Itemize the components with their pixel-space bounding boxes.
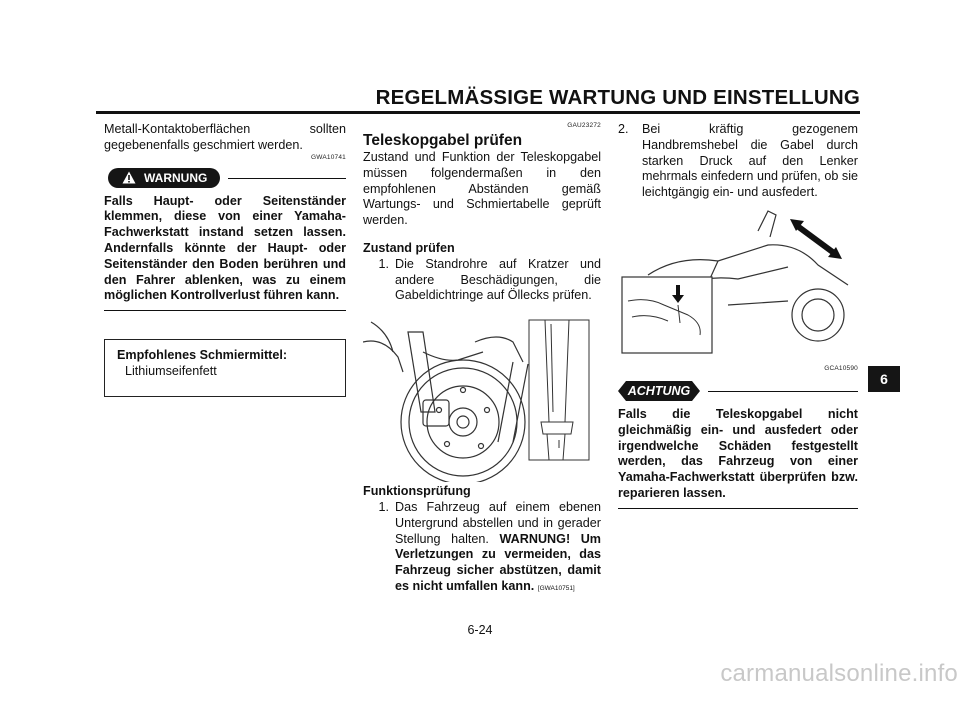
list-number: 1. bbox=[378, 499, 389, 514]
column-left bbox=[104, 122, 346, 397]
list-item bbox=[363, 257, 601, 304]
list-number: 1. bbox=[378, 256, 389, 271]
column-middle bbox=[363, 122, 601, 597]
section-code: GAU23272 bbox=[567, 122, 601, 129]
scooter-drawing bbox=[618, 205, 858, 365]
reference-code: GWA10741 bbox=[311, 153, 346, 161]
column-right bbox=[618, 122, 858, 509]
section-title: Teleskopgabel prüfen bbox=[363, 132, 523, 149]
caution-code: GCA10590 bbox=[824, 364, 858, 372]
page-header-title: REGELMÄSSIGE WARTUNG UND EINSTELLUNG bbox=[375, 86, 860, 109]
warning-badge bbox=[108, 168, 220, 188]
list-text bbox=[395, 500, 601, 597]
section-intro: Zustand und Funktion der Teleskopgabel müssen folgendermaßen in den empfohlenen Abständen gemäß Wartungs- und Schmiertabelle geprüft werden. bbox=[363, 150, 601, 228]
intro-paragraph: Metall-Kontaktoberflächen sollten gegebenenfalls geschmiert werden. bbox=[104, 122, 346, 152]
warning-text: Falls Haupt- oder Seitenständer klemmen, diese von einer Yamaha-Fachwerkstatt instand setzen lassen. Andernfalls könnte der Haupt- oder Seitenständer den Boden berühren und den Fahrer ablenken, was zu einem möglichen Kontrollverlust führen kann. bbox=[104, 193, 346, 303]
warning-triangle-icon bbox=[122, 171, 136, 184]
caution-rule bbox=[708, 391, 858, 392]
list-text-normal: Das Fahrzeug auf einem ebenen Untergrund abstellen und in gerader Stellung halten. bbox=[395, 499, 601, 546]
fork-illustration bbox=[363, 312, 593, 482]
watermark: carmanualsonline.info bbox=[720, 660, 958, 687]
lubricant-title: Empfohlenes Schmiermittel: bbox=[117, 348, 288, 363]
caution-end-rule bbox=[618, 508, 858, 509]
subheading-condition: Zustand prüfen bbox=[363, 240, 455, 255]
warning-end-rule bbox=[104, 310, 346, 311]
caution-label: ACHTUNG bbox=[627, 383, 691, 398]
list-text-warning: WARNUNG! Um Verletzungen zu vermeiden, das Fahrzeug sicher abstützen, damit es nicht umfallen kann. bbox=[395, 531, 602, 593]
lubricant-value: Lithiumseifenfett bbox=[125, 363, 217, 378]
page-number: 6-24 bbox=[467, 623, 493, 637]
chapter-tab: 6 bbox=[868, 366, 900, 392]
subheading-function: Funktionsprüfung bbox=[363, 484, 471, 499]
list-number: 2. bbox=[618, 122, 629, 136]
warning-rule bbox=[228, 178, 346, 179]
header-rule bbox=[96, 111, 860, 114]
lubricant-box bbox=[104, 339, 346, 397]
list-text: Die Standrohre auf Kratzer und andere Beschädigungen, die Gabeldichtringe auf Öllecks prüfen. bbox=[395, 256, 601, 303]
fork-wheel-drawing bbox=[363, 312, 593, 482]
list-text: Bei kräftig gezogenem Handbremshebel die Gabel durch starken Druck auf den Lenker mehrmals einfedern und prüfen, ob sie leichtgängig ein- und ausfedert. bbox=[642, 122, 858, 200]
warning-label: WARNUNG bbox=[144, 170, 208, 185]
scooter-illustration bbox=[618, 205, 858, 365]
warning-header bbox=[104, 168, 346, 190]
inline-code: [GWA10751] bbox=[537, 584, 575, 592]
list-item bbox=[363, 500, 601, 597]
caution-text: Falls die Teleskopgabel nicht gleichmäßig ein- und ausfedert oder irgendwelche Schäden festgestellt werden, das Fahrzeug von einer Yamaha-Fachwerkstatt überprüfen bzw. reparieren lassen. bbox=[618, 406, 858, 500]
caution-header bbox=[618, 381, 858, 403]
caution-badge bbox=[618, 381, 700, 401]
list-item bbox=[618, 122, 858, 201]
